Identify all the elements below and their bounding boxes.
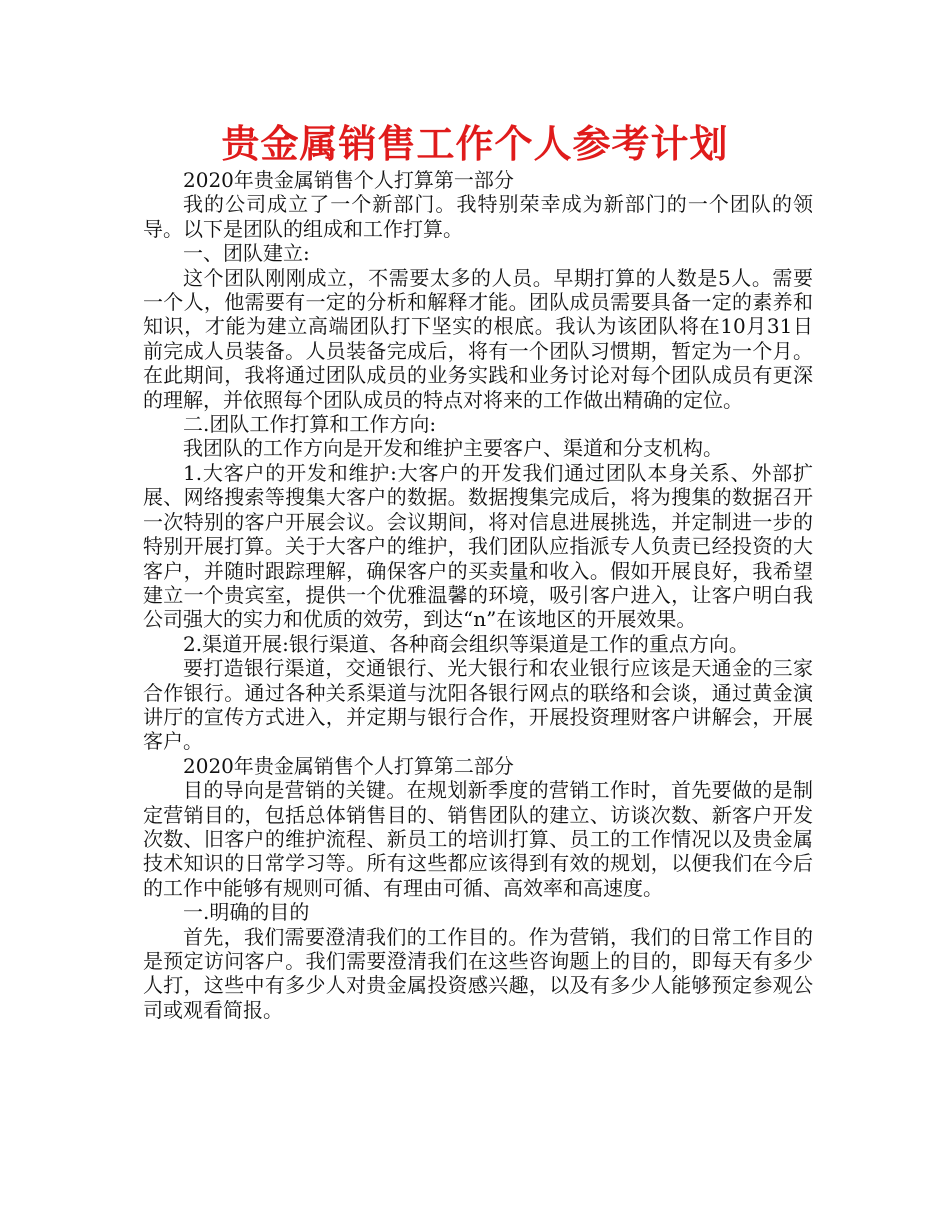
paragraph-key-accounts: 1.大客户的开发和维护:大客户的开发我们通过团队本身关系、外部扩展、网络搜索等搜集大客户的数据。数据搜集完成后，将为搜集的数据召开一次特别的客户开展会议。会议期间，将对信息进展挑选，并定制进一步的特别开展打算。关于大客户的维护，我们团队应指派专人负责已经投资的大客户，并随时跟踪理解，确保客户的买卖量和收入。假如开展良好，我希望建立一个贵宾室，提供一个优雅温馨的环境，吸引客户进入，让客户明白我公司强大的实力和优质的效劳，到达“n”在该地区的开展效果。 <box>143 460 813 632</box>
section-heading-part-one: 2020年贵金属销售个人打算第一部分 <box>183 168 514 192</box>
paragraph-clear-goals: 首先，我们需要澄清我们的工作目的。作为营销，我们的日常工作目的是预定访问客户。我们需要澄清我们在这些咨询题上的目的，即每天有多少人打，这些中有多少人对贵金属投资感兴趣，以及有多少人能够预定参观公司或观看简报。 <box>143 924 813 1022</box>
paragraph-channels: 2.渠道开展:银行渠道、各种商会组织等渠道是工作的重点方向。 <box>183 631 749 656</box>
paragraph-team-building: 这个团队刚刚成立，不需要太多的人员。早期打算的人数是5人。需要一个人，他需要有一定的分析和解释才能。团队成员需要具备一定的素养和知识，才能为建立高端团队打下坚实的根底。我认为该团队将在10月31日前完成人员装备。人员装备完成后，将有一个团队习惯期，暂定为一个月。在此期间，我将通过团队成员的业务实践和业务讨论对每个团队成员有更深的理解，并依照每个团队成员的特点对将来的工作做出精确的定位。 <box>143 265 813 412</box>
document-body <box>143 168 813 1022</box>
section-heading-part-two: 2020年贵金属销售个人打算第二部分 <box>183 753 514 778</box>
paragraph-bank-channels: 要打造银行渠道，交通银行、光大银行和农业银行应该是天通金的三家合作银行。通过各种关系渠道与沈阳各银行网点的联络和会谈，通过黄金演讲厅的宣传方式进入，并定期与银行合作，开展投资理财客户讲解会，开展客户。 <box>143 656 813 754</box>
paragraph-team-direction: 我团队的工作方向是开发和维护主要客户、渠道和分支机构。 <box>183 436 723 461</box>
paragraph-intro: 我的公司成立了一个新部门。我特别荣幸成为新部门的一个团队的领导。以下是团队的组成和工作打算。 <box>143 192 813 241</box>
document-title: 贵金属销售工作个人参考计划 <box>221 122 729 166</box>
paragraph-goal-orientation: 目的导向是营销的关键。在规划新季度的营销工作时，首先要做的是制定营销目的，包括总体销售目的、销售团队的建立、访谈次数、新客户开发次数、旧客户的维护流程、新员工的培训打算、员工的工作情况以及贵金属技术知识的日常学习等。所有这些都应该得到有效的规划，以便我们在今后的工作中能够有规则可循、有理由可循、高效率和高速度。 <box>143 778 813 900</box>
section-heading-clear-goals: 一.明确的目的 <box>183 900 310 925</box>
section-heading-team-building: 一、团队建立: <box>183 241 310 266</box>
section-heading-team-plan: 二.团队工作打算和工作方向: <box>183 412 437 437</box>
